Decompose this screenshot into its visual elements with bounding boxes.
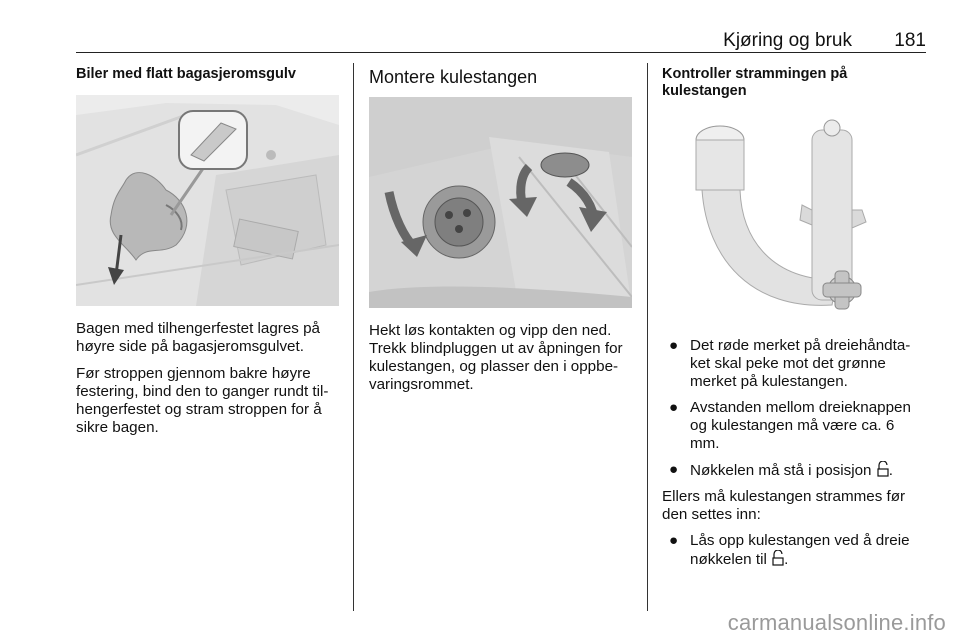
paragraph: Ellers må kulestangen strammes før den settes inn: bbox=[662, 488, 906, 523]
paragraph: Hekt løs kontakten og vipp den ned. Trekk blindpluggen ut av åpningen for kulestangen, og plasser den i oppbe-varingsrommet. bbox=[369, 322, 623, 393]
section-heading: Montere kulestangen bbox=[369, 67, 538, 87]
subsection-heading: Kontroller strammingen på kulestangen bbox=[662, 66, 848, 99]
trunk-bag-illustration bbox=[76, 95, 339, 306]
list-item: ● Avstanden mellom dreieknappen og kulestangen må være ca. 6 mm. bbox=[669, 399, 911, 452]
ball-bar-illustration bbox=[662, 110, 926, 322]
section-title: Kjøring og bruk bbox=[723, 30, 852, 51]
list-item: ● Nøkkelen må stå i posisjon . bbox=[669, 461, 893, 479]
unlock-key-position-icon bbox=[877, 461, 889, 477]
list-item: ● Lås opp kulestangen ved å dreie nøkkelen til . bbox=[669, 532, 910, 568]
page-number: 181 bbox=[894, 30, 926, 51]
column-1 bbox=[76, 66, 342, 83]
column-2-body bbox=[369, 322, 637, 394]
page-header bbox=[76, 30, 926, 53]
paragraph: Bagen med tilhengerfestet lagres på høyre side på bagasjeromsgulvet. bbox=[76, 320, 321, 355]
column-3-body bbox=[662, 337, 928, 569]
column-2 bbox=[369, 66, 635, 88]
list-item: ● Det røde merket på dreiehåndta-ket skal peke mot det grønne merket på kulestangen. bbox=[669, 337, 911, 390]
subsection-heading: Biler med flatt bagasjeromsgulv bbox=[76, 66, 296, 82]
column-1-body bbox=[76, 320, 342, 437]
paragraph: Før stroppen gjennom bakre høyre festering, bind den to ganger rundt til-hengerfestet og stram stroppen for å sikre bagen. bbox=[76, 365, 329, 436]
column-3 bbox=[662, 66, 928, 100]
unlock-key-position-icon bbox=[772, 550, 784, 566]
column-divider bbox=[647, 63, 648, 611]
watermark: carmanualsonline.info bbox=[727, 610, 946, 635]
column-divider bbox=[353, 63, 354, 611]
tow-bar-mounting-illustration bbox=[369, 97, 632, 308]
